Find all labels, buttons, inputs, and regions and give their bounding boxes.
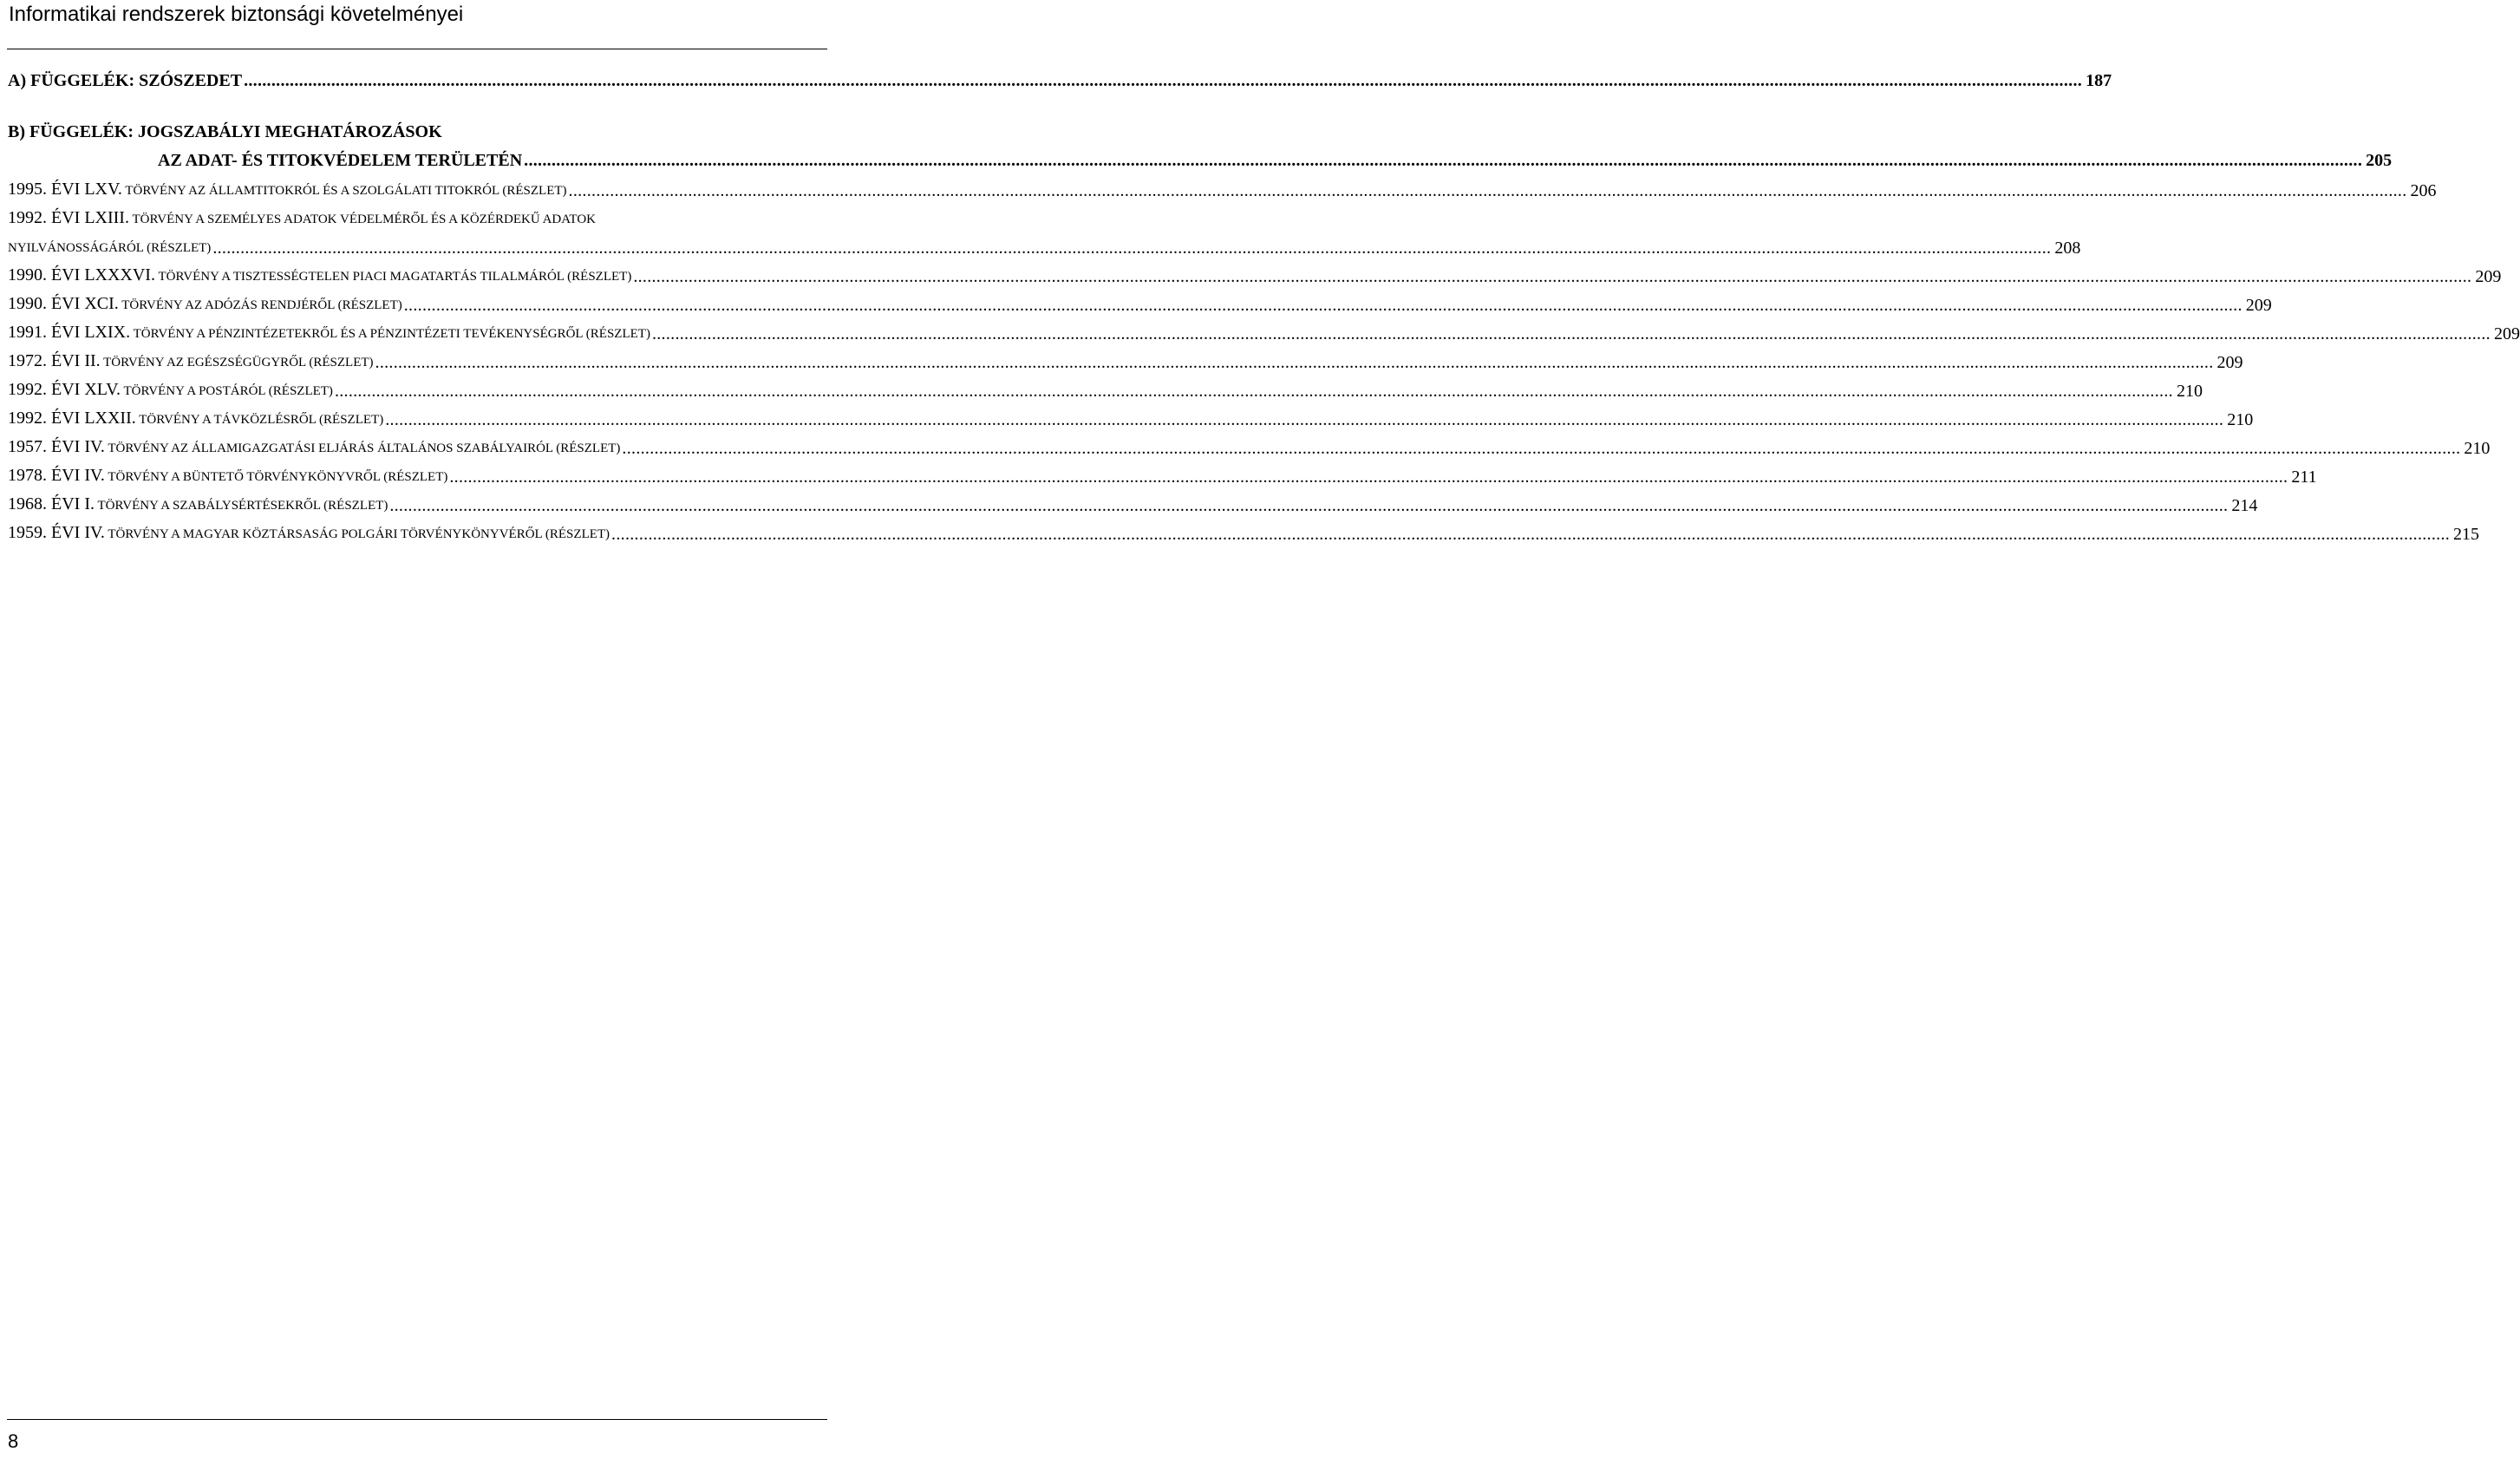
toc-entry[interactable]: [8, 518, 2480, 546]
toc-entry-year: 1991.: [8, 323, 51, 342]
toc-entry-year: 1959.: [8, 523, 51, 542]
toc-entry-lead: ÉVI IV.: [51, 466, 105, 485]
toc-entry-label: [8, 378, 333, 402]
toc-entry-year: 1990.: [8, 265, 51, 284]
toc-entry[interactable]: [8, 115, 800, 143]
toc-entry-lead: ÉVI I.: [51, 494, 95, 513]
toc-page-number: 210: [2464, 439, 2491, 458]
toc-leader-dots: ................................................................................................................................................................................................................................................................................................................................................................................................................: [633, 267, 2472, 286]
toc-entry-year: 1957.: [8, 437, 51, 456]
toc-entry-title: TÖRVÉNY A MAGYAR KÖZTÁRSASÁG POLGÁRI TÖRVÉNYKÖNYVÉRŐL (RÉSZLET): [104, 527, 610, 541]
toc-entry-year: 1992.: [8, 409, 51, 428]
toc-entry[interactable]: [8, 260, 2502, 288]
toc-entry-lead: ÉVI IV.: [51, 437, 105, 456]
toc-entry-lead: B) FÜGGELÉK: JOGSZABÁLYI MEGHATÁROZÁSOK: [8, 122, 442, 141]
toc-leader-dots: ................................................................................................................................................................................................................................................................................................................................................................................................................: [389, 496, 2229, 515]
toc-entry[interactable]: [8, 346, 2243, 374]
toc-leader-dots: ................................................................................................................................................................................................................................................................................................................................................................................................................: [524, 151, 2363, 170]
toc-entry-title: TÖRVÉNY AZ EGÉSZSÉGÜGYRŐL (RÉSZLET): [100, 356, 374, 370]
toc-leader-dots: ................................................................................................................................................................................................................................................................................................................................................................................................................: [375, 353, 2214, 372]
toc-entry-label: [8, 235, 211, 259]
toc-entry-lead: ÉVI XLV.: [51, 380, 121, 399]
toc-entry-lead: ÉVI IV.: [51, 523, 105, 542]
toc-entry-year: 1978.: [8, 466, 51, 485]
header-title: Informatikai rendszerek biztonsági követelményei: [9, 3, 464, 26]
toc-entry[interactable]: [8, 174, 2437, 202]
toc-entry[interactable]: [8, 403, 2254, 431]
toc-entry-title: TÖRVÉNY A TÁVKÖZLÉSRŐL (RÉSZLET): [135, 413, 384, 427]
toc-entry-year: 1990.: [8, 294, 51, 313]
toc-entry[interactable]: [8, 64, 2112, 92]
toc-entry-title: TÖRVÉNY A POSTÁRÓL (RÉSZLET): [121, 384, 333, 398]
toc-entry-label: [8, 435, 620, 460]
toc-entry-label: [8, 69, 242, 92]
toc-entry-label: [8, 464, 447, 488]
toc-leader-dots: ................................................................................................................................................................................................................................................................................................................................................................................................................: [244, 71, 2083, 90]
toc-entry-lead: AZ ADAT- ÉS TITOKVÉDELEM TERÜLETÉN: [158, 151, 523, 170]
toc-entry-title: NYILVÁNOSSÁGÁRÓL (RÉSZLET): [8, 241, 212, 255]
toc-entry-label: [158, 149, 522, 172]
toc-page-number: 205: [2366, 151, 2393, 170]
toc-entry[interactable]: [8, 317, 2520, 345]
toc-leader-dots: ................................................................................................................................................................................................................................................................................................................................................................................................................: [334, 382, 2173, 401]
toc-page-number: 211: [2291, 468, 2317, 487]
toc-entry-year: 1992.: [8, 208, 51, 227]
toc-entry-lead: ÉVI LXIII.: [51, 208, 129, 227]
toc-page-number: 209: [2216, 353, 2243, 372]
toc-leader-dots: ................................................................................................................................................................................................................................................................................................................................................................................................................: [449, 468, 2288, 487]
toc-entry-title: TÖRVÉNY AZ ÁLLAMTITOKRÓL ÉS A SZOLGÁLATI TITOKRÓL (RÉSZLET): [121, 184, 567, 198]
toc-entry-label: [8, 121, 442, 143]
toc-page-number: 210: [2227, 410, 2254, 429]
toc-leader-dots: ................................................................................................................................................................................................................................................................................................................................................................................................................: [568, 181, 2407, 200]
toc-entry-label: [8, 521, 610, 546]
toc-entry-title: TÖRVÉNY AZ ADÓZÁS RENDJÉRŐL (RÉSZLET): [118, 298, 402, 312]
toc-entry-label: [8, 206, 596, 231]
toc-leader-dots: ................................................................................................................................................................................................................................................................................................................................................................................................................: [651, 324, 2491, 343]
toc-entry-year: 1972.: [8, 351, 51, 370]
toc-entry-year: 1968.: [8, 494, 51, 513]
page-number: 8: [8, 1430, 19, 1452]
toc-entry-title: TÖRVÉNY AZ ÁLLAMIGAZGATÁSI ELJÁRÁS ÁLTALÁNOS SZABÁLYAIRÓL (RÉSZLET): [104, 441, 621, 455]
toc-entry[interactable]: [8, 432, 2491, 460]
toc-page-number: 214: [2231, 496, 2258, 515]
toc-page-number: 208: [2054, 239, 2081, 258]
toc-entry-year: 1992.: [8, 380, 51, 399]
toc-page-number: 209: [2475, 267, 2502, 286]
toc-entry-title: TÖRVÉNY A BÜNTETŐ TÖRVÉNYKÖNYVRŐL (RÉSZLET): [104, 470, 448, 484]
toc-entry[interactable]: [8, 489, 2258, 517]
toc-entry[interactable]: [8, 203, 800, 231]
toc-page-number: 187: [2086, 71, 2112, 90]
toc-entry-lead: ÉVI II.: [51, 351, 101, 370]
toc-entry-title: TÖRVÉNY A PÉNZINTÉZETEKRŐL ÉS A PÉNZINTÉZETI TEVÉKENYSÉGRŐL (RÉSZLET): [130, 327, 650, 341]
toc-entry[interactable]: [158, 144, 2393, 172]
toc-leader-dots: ................................................................................................................................................................................................................................................................................................................................................................................................................: [385, 410, 2224, 429]
toc-entry-label: [8, 178, 567, 202]
toc-page-number: 206: [2410, 181, 2437, 200]
toc-entry-lead: ÉVI LXXII.: [51, 409, 136, 428]
toc-entry-label: [8, 350, 374, 374]
toc-entry-lead: ÉVI LXIX.: [51, 323, 131, 342]
toc-entry-lead: ÉVI XCI.: [51, 294, 119, 313]
toc-entry-label: [8, 407, 383, 431]
toc-leader-dots: ................................................................................................................................................................................................................................................................................................................................................................................................................: [622, 439, 2461, 458]
toc-entry-title: TÖRVÉNY A SZEMÉLYES ADATOK VÉDELMÉRŐL ÉS A KÖZÉRDEKŰ ADATOK: [128, 213, 596, 226]
toc-page-number: 210: [2176, 382, 2203, 401]
toc-entry-lead: ÉVI LXXXVI.: [51, 265, 155, 284]
toc-entry-label: [8, 264, 631, 288]
toc-entry[interactable]: [8, 461, 2317, 488]
toc-entry[interactable]: [8, 232, 2081, 259]
toc-page-number: 215: [2453, 525, 2480, 544]
toc-leader-dots: ................................................................................................................................................................................................................................................................................................................................................................................................................: [212, 239, 2052, 258]
toc-leader-dots: ................................................................................................................................................................................................................................................................................................................................................................................................................: [611, 525, 2451, 544]
toc-entry[interactable]: [8, 289, 2272, 317]
toc-entry-title: TÖRVÉNY A TISZTESSÉGTELEN PIACI MAGATARTÁS TILALMÁRÓL (RÉSZLET): [154, 270, 632, 284]
toc-entry-lead: A) FÜGGELÉK: SZÓSZEDET: [8, 71, 243, 90]
toc-entry-title: TÖRVÉNY A SZABÁLYSÉRTÉSEKRŐL (RÉSZLET): [94, 499, 388, 513]
toc-entry-lead: ÉVI LXV.: [51, 180, 122, 199]
toc-entry-label: [8, 292, 402, 317]
toc-entry-year: 1995.: [8, 180, 51, 199]
page-footer: [7, 1419, 827, 1465]
toc-page-number: 209: [2245, 296, 2272, 315]
toc-page-number: 209: [2493, 324, 2520, 343]
toc-entry-label: [8, 493, 388, 517]
toc-leader-dots: ................................................................................................................................................................................................................................................................................................................................................................................................................: [403, 296, 2243, 315]
toc-entry-label: [8, 321, 650, 345]
toc-entry[interactable]: [8, 375, 2203, 402]
